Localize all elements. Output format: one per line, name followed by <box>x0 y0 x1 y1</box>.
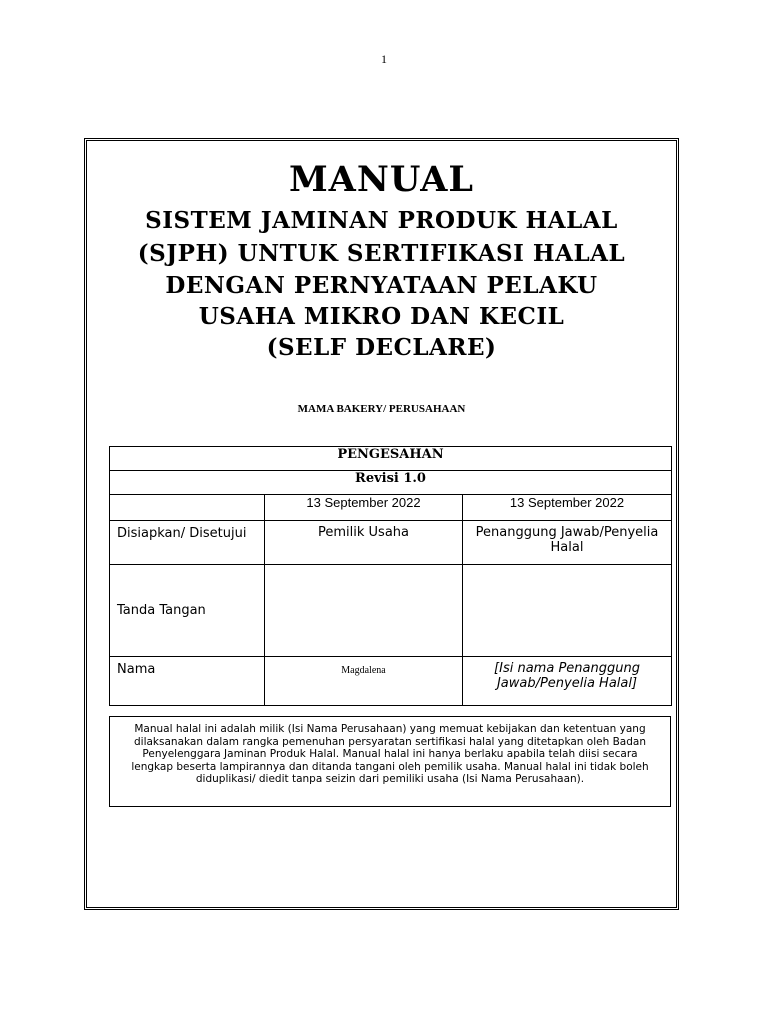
subtitle-line-4: USAHA MIKRO DAN KECIL <box>198 303 565 330</box>
signature-owner-field <box>265 565 463 657</box>
role-owner: Pemilik Usaha <box>265 521 463 565</box>
subtitle-line-2: (SJPH) UNTUK SERTIFIKASI HALAL <box>137 240 626 267</box>
revision-label: Revisi 1.0 <box>110 471 672 495</box>
signature-row <box>110 565 672 657</box>
signature-label: Tanda Tangan <box>110 565 265 657</box>
subtitle-line-1: SISTEM JAMINAN PRODUK HALAL <box>145 207 618 234</box>
approval-heading: PENGESAHAN <box>110 447 672 471</box>
role-row <box>110 521 672 565</box>
approval-table <box>109 446 672 706</box>
name-row <box>110 657 672 706</box>
name-supervisor: [Isi nama Penanggung Jawab/Penyelia Halal] <box>463 657 672 706</box>
name-owner: Magdalena <box>265 657 463 706</box>
page-number: 1 <box>381 52 387 66</box>
organization-name: MAMA BAKERY/ PERUSAHAAN <box>297 403 466 415</box>
name-label: Nama <box>110 657 265 706</box>
subtitle-line-5: (SELF DECLARE) <box>266 334 497 361</box>
date-row <box>110 495 672 521</box>
signature-supervisor-field <box>463 565 672 657</box>
role-supervisor: Penanggung Jawab/Penyelia Halal <box>463 521 672 565</box>
cover-frame <box>84 138 679 910</box>
approval-heading-row <box>110 447 672 471</box>
ownership-notice: Manual halal ini adalah milik (Isi Nama Perusahaan) yang memuat kebijakan dan ketentuan yang dilaksanakan dalam rangka pemenuhan persyaratan sertifikasi halal yang ditetapkan oleh Badan Penyelenggara Jaminan Produk Halal. Manual halal ini hanya berlaku apabila telah diisi secara lengkap beserta lampirannya dan ditanda tangani oleh pemilik usaha. Manual halal ini tidak boleh diduplikasi/ diedit tanpa seizin dari pemiliki usaha (Isi Nama Perusahaan). <box>109 716 671 807</box>
revision-row <box>110 471 672 495</box>
date-empty-cell <box>110 495 265 521</box>
subtitle-line-3: DENGAN PERNYATAAN PELAKU <box>165 272 598 299</box>
date-supervisor: 13 September 2022 <box>463 495 672 521</box>
date-owner: 13 September 2022 <box>265 495 463 521</box>
role-label: Disiapkan/ Disetujui <box>110 521 265 565</box>
document-title: MANUAL <box>288 159 475 200</box>
